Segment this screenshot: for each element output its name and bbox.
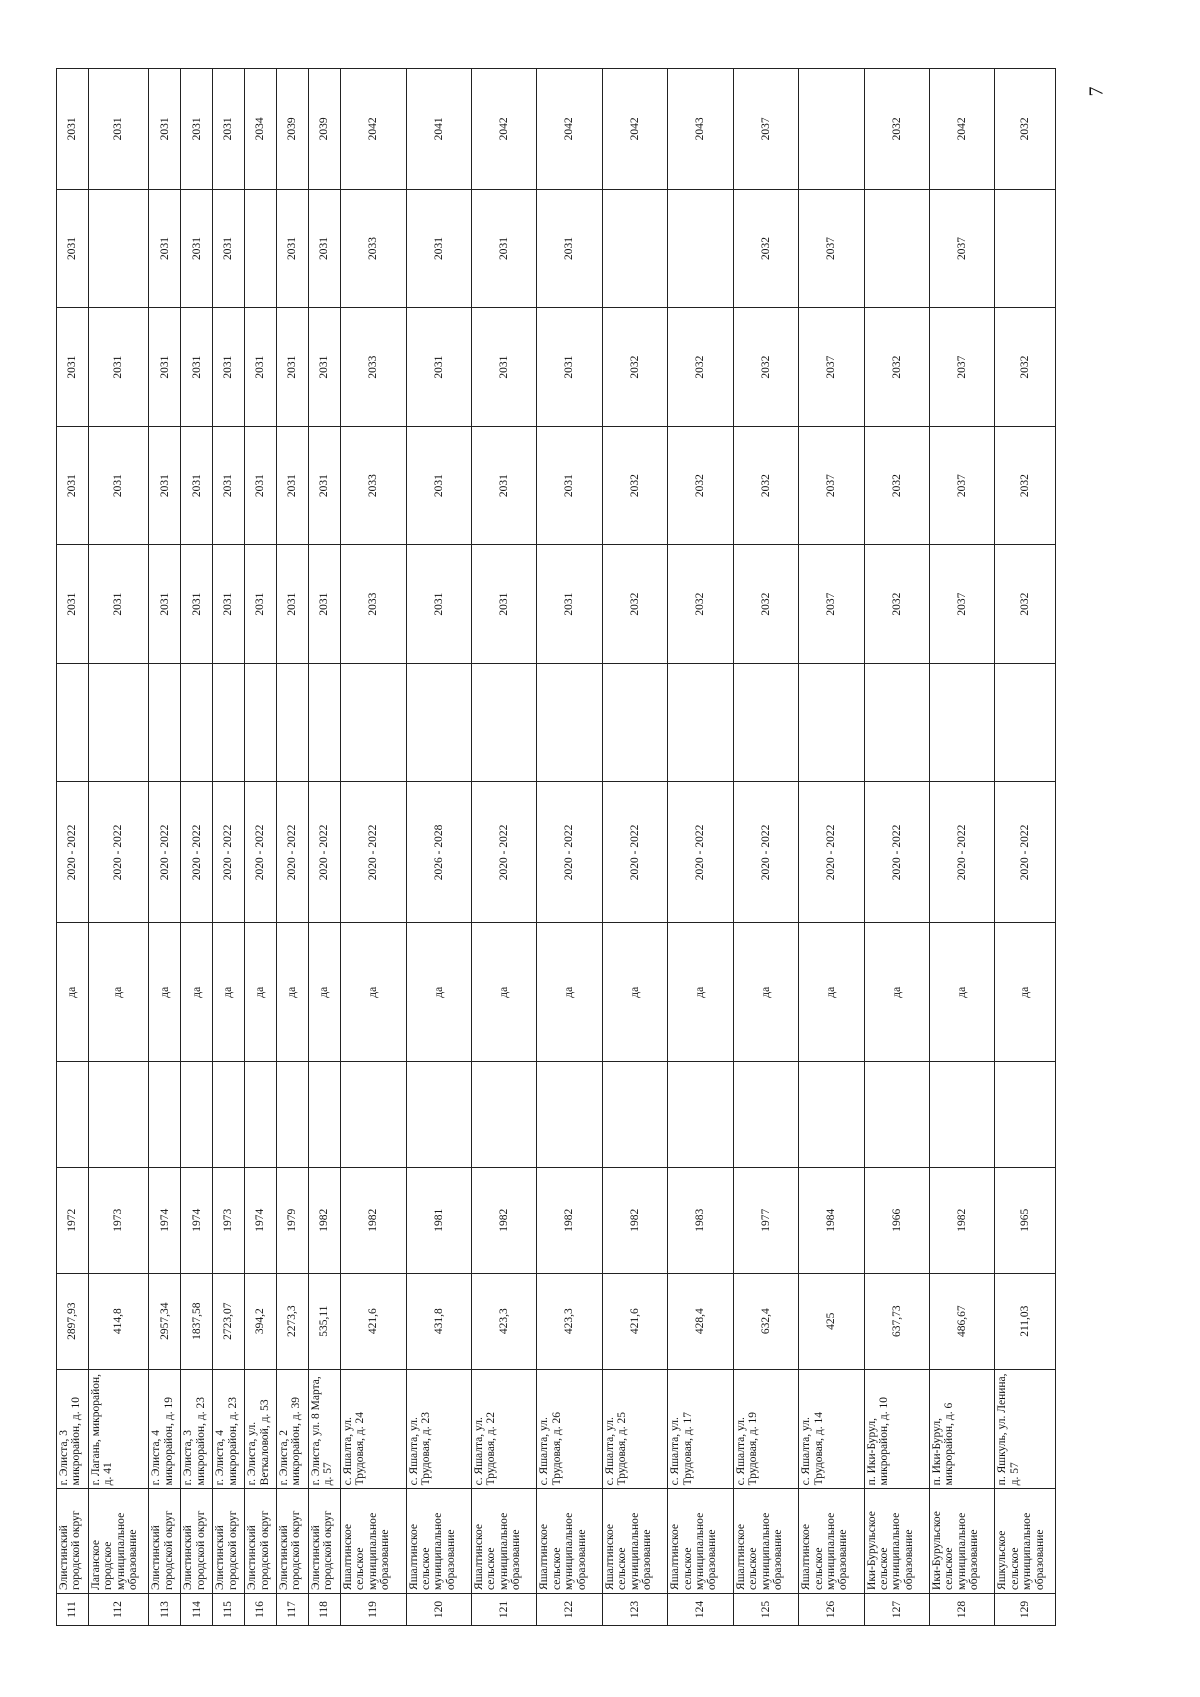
year-col12-cell: 2032 — [733, 426, 798, 545]
year-cell: 1973 — [88, 1167, 148, 1273]
col7-cell — [668, 1062, 733, 1168]
row-number: 123 — [602, 1593, 667, 1625]
year-cell: 1984 — [799, 1167, 864, 1273]
row-number: 112 — [88, 1593, 148, 1625]
year-col12-cell: 2031 — [88, 426, 148, 545]
year-cell: 1983 — [668, 1167, 733, 1273]
year-cell: 1982 — [537, 1167, 602, 1273]
address-cell: г. Элиста, ул. Веткаловой, д. 53 — [245, 1369, 277, 1489]
year-col13-cell: 2031 — [88, 308, 148, 427]
col7-cell — [471, 1062, 536, 1168]
col7-cell — [149, 1062, 181, 1168]
table-row — [930, 69, 995, 1626]
address-cell: г. Элиста, 3 микрорайон, д. 23 — [181, 1369, 213, 1489]
year-col13-cell: 2031 — [471, 308, 536, 427]
year-col12-cell: 2032 — [995, 426, 1056, 545]
address-cell: п. Яшкуль, ул. Ленина, д. 57 — [995, 1369, 1056, 1489]
area-cell: 421,6 — [602, 1273, 667, 1369]
col7-cell — [406, 1062, 471, 1168]
address-cell: с. Яшалта, ул. Трудовая, д. 19 — [733, 1369, 798, 1489]
year-col11-cell: 2031 — [245, 545, 277, 664]
year-col15-cell: 2032 — [864, 69, 929, 190]
year-col15-cell: 2039 — [277, 69, 309, 190]
col7-cell — [245, 1062, 277, 1168]
area-cell: 423,3 — [471, 1273, 536, 1369]
year-col11-cell: 2031 — [277, 545, 309, 664]
table-row — [537, 69, 602, 1626]
year-col15-cell: 2042 — [471, 69, 536, 190]
year-col14-cell: 2031 — [537, 189, 602, 308]
flag-cell: да — [930, 923, 995, 1062]
year-col14-cell: 2031 — [471, 189, 536, 308]
col10-cell — [245, 663, 277, 782]
year-cell: 1982 — [930, 1167, 995, 1273]
table-row — [88, 69, 148, 1626]
flag-cell: да — [668, 923, 733, 1062]
year-col14-cell: 2031 — [57, 189, 89, 308]
year-col14-cell — [88, 189, 148, 308]
year-col15-cell: 2041 — [406, 69, 471, 190]
area-cell: 421,6 — [341, 1273, 406, 1369]
col10-cell — [149, 663, 181, 782]
year-col12-cell: 2031 — [277, 426, 309, 545]
col7-cell — [995, 1062, 1056, 1168]
year-col11-cell: 2037 — [930, 545, 995, 664]
year-cell: 1965 — [995, 1167, 1056, 1273]
year-col11-cell: 2031 — [406, 545, 471, 664]
area-cell: 431,8 — [406, 1273, 471, 1369]
year-col12-cell: 2031 — [471, 426, 536, 545]
col10-cell — [668, 663, 733, 782]
row-number: 124 — [668, 1593, 733, 1625]
row-number: 128 — [930, 1593, 995, 1625]
period-cell: 2020 - 2022 — [799, 782, 864, 923]
year-col13-cell: 2031 — [277, 308, 309, 427]
year-col15-cell: 2042 — [602, 69, 667, 190]
col7-cell — [930, 1062, 995, 1168]
table-row — [602, 69, 667, 1626]
row-number: 126 — [799, 1593, 864, 1625]
year-col15-cell: 2031 — [57, 69, 89, 190]
municipality-cell: Ики-Бурульское сельское муниципальное образование — [930, 1489, 995, 1594]
period-cell: 2020 - 2022 — [930, 782, 995, 923]
year-col15-cell: 2043 — [668, 69, 733, 190]
table-row — [799, 69, 864, 1626]
period-cell: 2026 - 2028 — [406, 782, 471, 923]
municipality-cell: Лаганское городское муниципальное образование — [88, 1489, 148, 1594]
row-number: 116 — [245, 1593, 277, 1625]
period-cell: 2020 - 2022 — [149, 782, 181, 923]
year-col13-cell: 2032 — [995, 308, 1056, 427]
col10-cell — [341, 663, 406, 782]
year-col15-cell: 2042 — [341, 69, 406, 190]
table-row — [668, 69, 733, 1626]
table-row — [864, 69, 929, 1626]
area-cell: 535,11 — [308, 1273, 340, 1369]
year-col15-cell: 2031 — [181, 69, 213, 190]
year-cell: 1981 — [406, 1167, 471, 1273]
flag-cell: да — [149, 923, 181, 1062]
year-cell: 1979 — [277, 1167, 309, 1273]
col10-cell — [471, 663, 536, 782]
row-number: 127 — [864, 1593, 929, 1625]
col10-cell — [733, 663, 798, 782]
year-col11-cell: 2031 — [213, 545, 245, 664]
year-col15-cell: 2032 — [995, 69, 1056, 190]
area-cell: 211,03 — [995, 1273, 1056, 1369]
year-col14-cell — [668, 189, 733, 308]
area-cell: 1837,58 — [181, 1273, 213, 1369]
municipality-cell: Элистинский городской округ — [213, 1489, 245, 1594]
col10-cell — [864, 663, 929, 782]
year-col11-cell: 2031 — [57, 545, 89, 664]
year-col14-cell: 2031 — [181, 189, 213, 308]
table-row — [406, 69, 471, 1626]
municipality-cell: Элистинский городской округ — [308, 1489, 340, 1594]
year-cell: 1982 — [602, 1167, 667, 1273]
col10-cell — [799, 663, 864, 782]
year-col11-cell: 2032 — [995, 545, 1056, 664]
flag-cell: да — [799, 923, 864, 1062]
col7-cell — [602, 1062, 667, 1168]
table-row — [308, 69, 340, 1626]
municipality-cell: Элистинский городской округ — [57, 1489, 89, 1594]
row-number: 114 — [181, 1593, 213, 1625]
rotated-page — [56, 68, 1056, 1626]
area-cell: 2897,93 — [57, 1273, 89, 1369]
address-cell: г. Лагань, микрорайон, д. 41 — [88, 1369, 148, 1489]
period-cell: 2020 - 2022 — [537, 782, 602, 923]
period-cell: 2020 - 2022 — [668, 782, 733, 923]
year-col11-cell: 2031 — [88, 545, 148, 664]
year-col11-cell: 2033 — [341, 545, 406, 664]
year-col15-cell — [799, 69, 864, 190]
flag-cell: да — [181, 923, 213, 1062]
year-cell: 1977 — [733, 1167, 798, 1273]
table-row — [181, 69, 213, 1626]
year-col14-cell — [864, 189, 929, 308]
col10-cell — [406, 663, 471, 782]
year-cell: 1974 — [149, 1167, 181, 1273]
year-col11-cell: 2031 — [181, 545, 213, 664]
address-cell: г. Элиста, 4 микрорайон, д. 23 — [213, 1369, 245, 1489]
municipality-cell: Яшалтинское сельское муниципальное образование — [537, 1489, 602, 1594]
col7-cell — [88, 1062, 148, 1168]
area-cell: 423,3 — [537, 1273, 602, 1369]
area-cell: 2273,3 — [277, 1273, 309, 1369]
flag-cell: да — [537, 923, 602, 1062]
col7-cell — [308, 1062, 340, 1168]
period-cell: 2020 - 2022 — [277, 782, 309, 923]
row-number: 125 — [733, 1593, 798, 1625]
area-cell: 394,2 — [245, 1273, 277, 1369]
year-col15-cell: 2042 — [930, 69, 995, 190]
year-col14-cell — [602, 189, 667, 308]
year-col11-cell: 2031 — [308, 545, 340, 664]
year-col11-cell: 2031 — [149, 545, 181, 664]
address-cell: с. Яшалта, ул. Трудовая, д. 26 — [537, 1369, 602, 1489]
municipality-cell: Яшкульское сельское муниципальное образование — [995, 1489, 1056, 1594]
year-col14-cell — [995, 189, 1056, 308]
col10-cell — [930, 663, 995, 782]
year-col11-cell: 2037 — [799, 545, 864, 664]
year-col14-cell: 2031 — [406, 189, 471, 308]
year-col12-cell: 2037 — [930, 426, 995, 545]
col7-cell — [537, 1062, 602, 1168]
col10-cell — [602, 663, 667, 782]
year-col11-cell: 2031 — [471, 545, 536, 664]
row-number: 118 — [308, 1593, 340, 1625]
col7-cell — [57, 1062, 89, 1168]
year-col12-cell: 2031 — [537, 426, 602, 545]
period-cell: 2020 - 2022 — [213, 782, 245, 923]
area-cell: 637,73 — [864, 1273, 929, 1369]
row-number: 113 — [149, 1593, 181, 1625]
year-col14-cell: 2032 — [733, 189, 798, 308]
table-row — [733, 69, 798, 1626]
municipality-cell: Яшалтинское сельское муниципальное образование — [799, 1489, 864, 1594]
row-number: 121 — [471, 1593, 536, 1625]
address-cell: п. Ики-Бурул, микрорайон, д. 10 — [864, 1369, 929, 1489]
table-row — [277, 69, 309, 1626]
year-col12-cell: 2031 — [181, 426, 213, 545]
row-number: 111 — [57, 1593, 89, 1625]
address-cell: г. Элиста, 4 микрорайон, д. 19 — [149, 1369, 181, 1489]
year-col12-cell: 2037 — [799, 426, 864, 545]
col7-cell — [181, 1062, 213, 1168]
col7-cell — [341, 1062, 406, 1168]
period-cell: 2020 - 2022 — [57, 782, 89, 923]
year-col12-cell: 2031 — [406, 426, 471, 545]
municipality-cell: Яшалтинское сельское муниципальное образование — [668, 1489, 733, 1594]
area-cell: 414,8 — [88, 1273, 148, 1369]
year-col13-cell: 2031 — [245, 308, 277, 427]
table-row — [341, 69, 406, 1626]
year-col13-cell: 2031 — [213, 308, 245, 427]
year-col13-cell: 2031 — [149, 308, 181, 427]
year-col13-cell: 2031 — [308, 308, 340, 427]
page-number: 7 — [1085, 86, 1108, 97]
flag-cell: да — [213, 923, 245, 1062]
year-col11-cell: 2031 — [537, 545, 602, 664]
row-number: 122 — [537, 1593, 602, 1625]
year-col15-cell: 2042 — [537, 69, 602, 190]
year-col12-cell: 2033 — [341, 426, 406, 545]
address-cell: г. Элиста, ул. 8 Марта, д. 57 — [308, 1369, 340, 1489]
year-col11-cell: 2032 — [864, 545, 929, 664]
municipality-cell: Яшалтинское сельское муниципальное образование — [733, 1489, 798, 1594]
year-col12-cell: 2031 — [308, 426, 340, 545]
table-row — [995, 69, 1056, 1626]
address-cell: с. Яшалта, ул. Трудовая, д. 24 — [341, 1369, 406, 1489]
period-cell: 2020 - 2022 — [308, 782, 340, 923]
period-cell: 2020 - 2022 — [88, 782, 148, 923]
year-col14-cell: 2031 — [149, 189, 181, 308]
year-cell: 1974 — [181, 1167, 213, 1273]
flag-cell: да — [308, 923, 340, 1062]
row-number: 117 — [277, 1593, 309, 1625]
period-cell: 2020 - 2022 — [864, 782, 929, 923]
municipality-cell: Элистинский городской округ — [277, 1489, 309, 1594]
municipality-cell: Элистинский городской округ — [149, 1489, 181, 1594]
municipality-cell: Яшалтинское сельское муниципальное образование — [341, 1489, 406, 1594]
municipality-cell: Яшалтинское сельское муниципальное образование — [602, 1489, 667, 1594]
year-col15-cell: 2037 — [733, 69, 798, 190]
table-row — [57, 69, 89, 1626]
year-cell: 1982 — [308, 1167, 340, 1273]
year-col15-cell: 2039 — [308, 69, 340, 190]
area-cell: 632,4 — [733, 1273, 798, 1369]
year-col13-cell: 2037 — [930, 308, 995, 427]
year-col13-cell: 2032 — [733, 308, 798, 427]
year-col13-cell: 2031 — [181, 308, 213, 427]
period-cell: 2020 - 2022 — [245, 782, 277, 923]
year-col12-cell: 2032 — [864, 426, 929, 545]
flag-cell: да — [277, 923, 309, 1062]
municipality-cell: Элистинский городской округ — [245, 1489, 277, 1594]
address-cell: с. Яшалта, ул. Трудовая, д. 17 — [668, 1369, 733, 1489]
table-body — [57, 69, 1056, 1626]
year-cell: 1982 — [471, 1167, 536, 1273]
address-cell: п. Ики-Бурул, микрорайон, д. 6 — [930, 1369, 995, 1489]
col10-cell — [213, 663, 245, 782]
municipality-cell: Яшалтинское сельское муниципальное образование — [471, 1489, 536, 1594]
col10-cell — [88, 663, 148, 782]
year-col15-cell: 2031 — [149, 69, 181, 190]
year-col13-cell: 2032 — [864, 308, 929, 427]
year-col13-cell: 2032 — [602, 308, 667, 427]
flag-cell: да — [88, 923, 148, 1062]
area-cell: 2723,07 — [213, 1273, 245, 1369]
year-col14-cell: 2031 — [213, 189, 245, 308]
col10-cell — [57, 663, 89, 782]
col7-cell — [733, 1062, 798, 1168]
table-row — [213, 69, 245, 1626]
municipality-cell: Ики-Бурульское сельское муниципальное образование — [864, 1489, 929, 1594]
year-col11-cell: 2032 — [668, 545, 733, 664]
year-col13-cell: 2031 — [57, 308, 89, 427]
year-cell: 1973 — [213, 1167, 245, 1273]
year-col13-cell: 2031 — [406, 308, 471, 427]
year-col13-cell: 2032 — [668, 308, 733, 427]
col7-cell — [864, 1062, 929, 1168]
flag-cell: да — [245, 923, 277, 1062]
flag-cell: да — [733, 923, 798, 1062]
period-cell: 2020 - 2022 — [341, 782, 406, 923]
year-col12-cell: 2031 — [57, 426, 89, 545]
area-cell: 428,4 — [668, 1273, 733, 1369]
year-col13-cell: 2033 — [341, 308, 406, 427]
flag-cell: да — [341, 923, 406, 1062]
col10-cell — [181, 663, 213, 782]
year-col12-cell: 2032 — [602, 426, 667, 545]
year-col14-cell: 2037 — [799, 189, 864, 308]
table-row — [245, 69, 277, 1626]
flag-cell: да — [995, 923, 1056, 1062]
col10-cell — [537, 663, 602, 782]
col7-cell — [277, 1062, 309, 1168]
year-col11-cell: 2032 — [602, 545, 667, 664]
col10-cell — [308, 663, 340, 782]
address-cell: г. Элиста, 2 микрорайон, д. 39 — [277, 1369, 309, 1489]
address-cell: с. Яшалта, ул. Трудовая, д. 23 — [406, 1369, 471, 1489]
row-number: 129 — [995, 1593, 1056, 1625]
year-cell: 1982 — [341, 1167, 406, 1273]
year-col14-cell: 2037 — [930, 189, 995, 308]
year-col13-cell: 2037 — [799, 308, 864, 427]
row-number: 119 — [341, 1593, 406, 1625]
period-cell: 2020 - 2022 — [733, 782, 798, 923]
year-cell: 1966 — [864, 1167, 929, 1273]
flag-cell: да — [602, 923, 667, 1062]
address-cell: с. Яшалта, ул. Трудовая, д. 25 — [602, 1369, 667, 1489]
address-cell: с. Яшалта, ул. Трудовая, д. 14 — [799, 1369, 864, 1489]
period-cell: 2020 - 2022 — [181, 782, 213, 923]
flag-cell: да — [406, 923, 471, 1062]
year-cell: 1972 — [57, 1167, 89, 1273]
flag-cell: да — [57, 923, 89, 1062]
year-col12-cell: 2031 — [149, 426, 181, 545]
area-cell: 486,67 — [930, 1273, 995, 1369]
municipality-cell: Яшалтинское сельское муниципальное образование — [406, 1489, 471, 1594]
address-cell: г. Элиста, 3 микрорайон, д. 10 — [57, 1369, 89, 1489]
row-number: 115 — [213, 1593, 245, 1625]
row-number: 120 — [406, 1593, 471, 1625]
year-col14-cell — [245, 189, 277, 308]
housing-repair-table — [56, 68, 1056, 1626]
year-col15-cell: 2031 — [88, 69, 148, 190]
municipality-cell: Элистинский городской округ — [181, 1489, 213, 1594]
period-cell: 2020 - 2022 — [995, 782, 1056, 923]
col10-cell — [995, 663, 1056, 782]
col7-cell — [213, 1062, 245, 1168]
year-col12-cell: 2031 — [245, 426, 277, 545]
year-col14-cell: 2033 — [341, 189, 406, 308]
year-col14-cell: 2031 — [308, 189, 340, 308]
col7-cell — [799, 1062, 864, 1168]
year-col15-cell: 2031 — [213, 69, 245, 190]
area-cell: 425 — [799, 1273, 864, 1369]
col10-cell — [277, 663, 309, 782]
year-cell: 1974 — [245, 1167, 277, 1273]
year-col12-cell: 2032 — [668, 426, 733, 545]
area-cell: 2957,34 — [149, 1273, 181, 1369]
flag-cell: да — [471, 923, 536, 1062]
year-col14-cell: 2031 — [277, 189, 309, 308]
year-col12-cell: 2031 — [213, 426, 245, 545]
flag-cell: да — [864, 923, 929, 1062]
table-row — [471, 69, 536, 1626]
period-cell: 2020 - 2022 — [471, 782, 536, 923]
year-col11-cell: 2032 — [733, 545, 798, 664]
address-cell: с. Яшалта, ул. Трудовая, д. 22 — [471, 1369, 536, 1489]
table-row — [149, 69, 181, 1626]
year-col13-cell: 2031 — [537, 308, 602, 427]
year-col15-cell: 2034 — [245, 69, 277, 190]
period-cell: 2020 - 2022 — [602, 782, 667, 923]
